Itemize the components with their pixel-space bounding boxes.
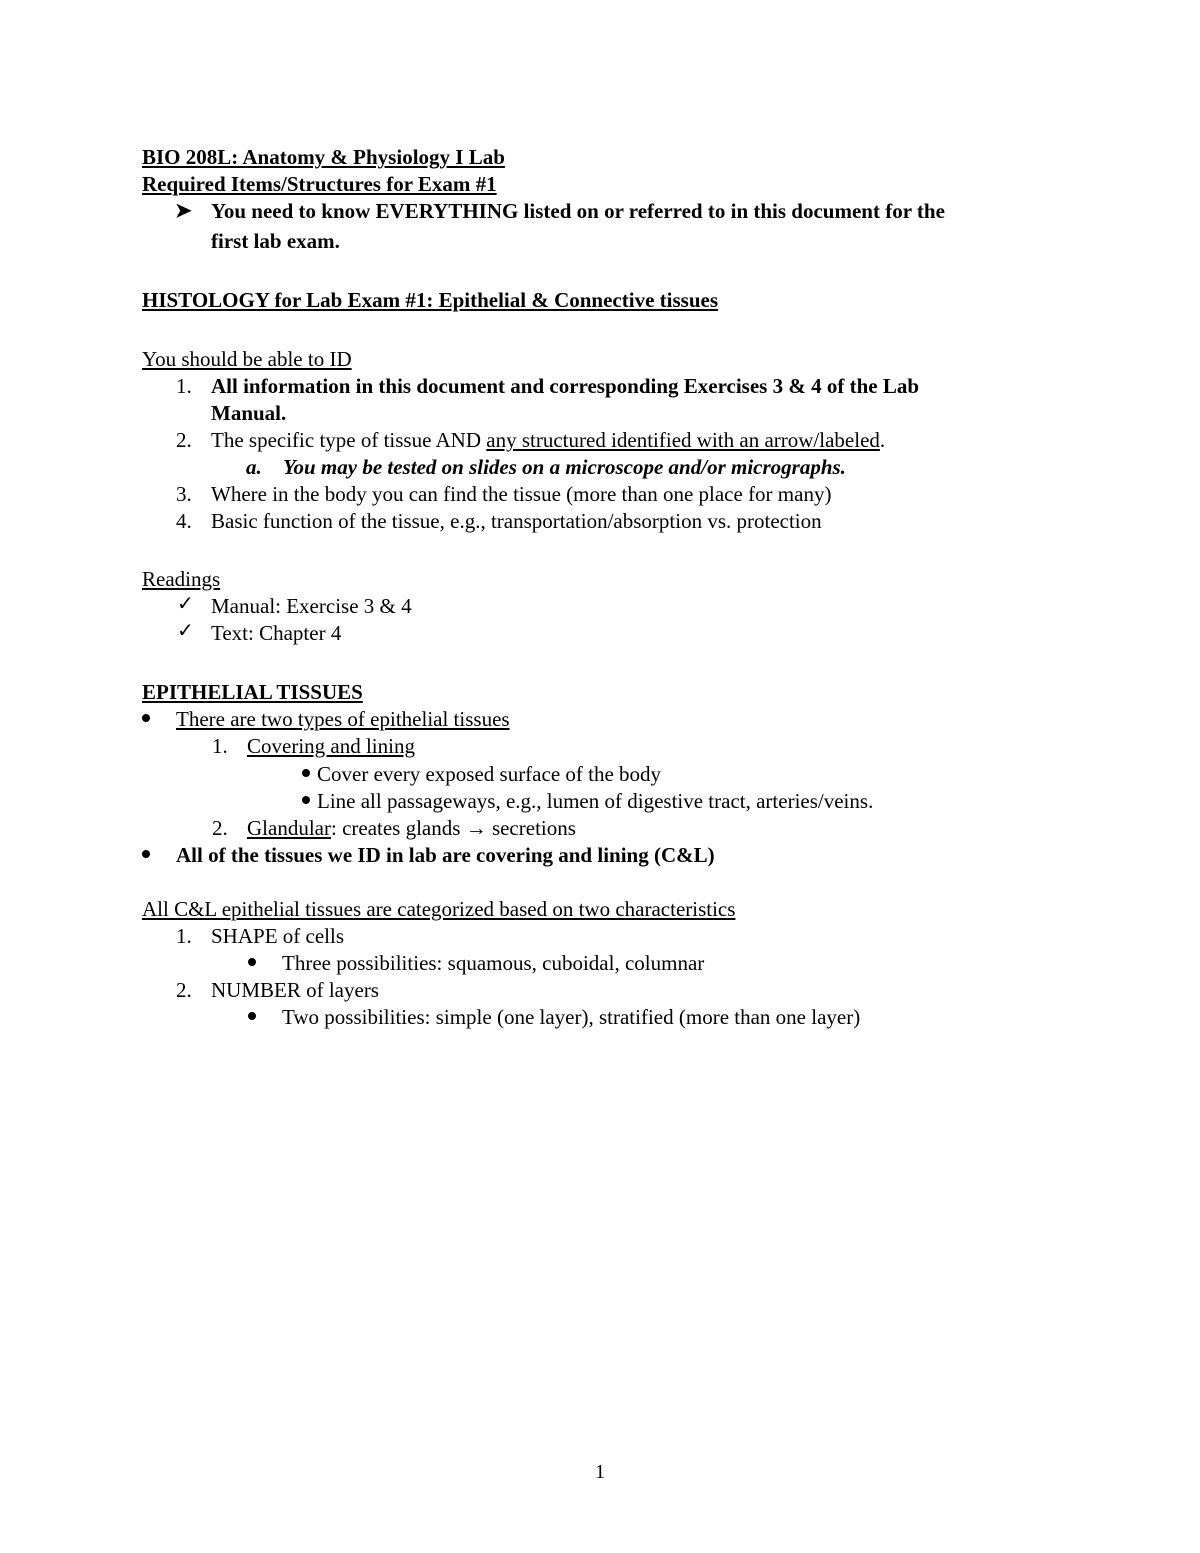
id-item-1-line-1: All information in this document and corresponding Exercises 3 & 4 of the Lab	[211, 374, 920, 398]
reading-item-1: Manual: Exercise 3 & 4	[211, 594, 412, 618]
categorized-item-2-bullet: Two possibilities: simple (one layer), stratified (more than one layer)	[282, 1005, 861, 1029]
id-item-2-text-b: .	[879, 428, 886, 452]
id-item-2-number: 2.	[176, 428, 192, 452]
arrowhead-bullet-icon: ➤	[175, 200, 192, 222]
id-item-2-text	[211, 427, 885, 453]
categorized-item-1-bullet: Three possibilities: squamous, cuboidal, columnar	[282, 951, 705, 975]
right-arrow-icon: →	[465, 816, 487, 840]
required-items-title: Required Items/Structures for Exam #1	[142, 172, 497, 196]
id-item-3-text: Where in the body you can find the tissue (more than one place for many)	[211, 482, 832, 506]
histology-title: HISTOLOGY for Lab Exam #1: Epithelial & Connective tissues	[142, 288, 718, 312]
filled-circle-bullet-icon	[142, 714, 150, 722]
id-heading: You should be able to ID	[142, 347, 352, 371]
note-line-2: first lab exam.	[211, 229, 340, 253]
glandular-desc-b: secretions	[486, 816, 576, 840]
readings-heading: Readings	[142, 567, 221, 591]
id-item-2-text-a: The specific type of tissue AND	[211, 428, 487, 452]
categorized-heading: All C&L epithelial tissues are categorized based on two characteristics	[142, 897, 736, 921]
checkmark-icon: ✓	[177, 593, 194, 615]
id-item-2a-text: You may be tested on slides on a microscope and/or micrographs.	[283, 455, 846, 479]
categorized-item-1-number: 1.	[176, 924, 192, 948]
epithelial-sub-1-text: Covering and lining	[247, 734, 415, 758]
id-item-4-number: 4.	[176, 509, 192, 533]
filled-circle-bullet-icon	[142, 850, 150, 858]
categorized-item-2-text: NUMBER of layers	[211, 978, 379, 1002]
id-item-1-number: 1.	[176, 374, 192, 398]
epithelial-heading: EPITHELIAL TISSUES	[142, 680, 363, 704]
glandular-desc-a: : creates glands	[330, 816, 466, 840]
filled-circle-bullet-icon	[302, 796, 310, 804]
note-line-1: You need to know EVERYTHING listed on or referred to in this document for the	[211, 199, 945, 223]
epithelial-sub-1-number: 1.	[212, 734, 228, 758]
filled-circle-bullet-icon	[248, 1012, 256, 1020]
epithelial-bullet-2: All of the tissues we ID in lab are covering and lining (C&L)	[176, 843, 715, 867]
glandular-term: Glandular	[247, 816, 331, 840]
filled-circle-bullet-icon	[302, 769, 310, 777]
course-title: BIO 208L: Anatomy & Physiology I Lab	[142, 145, 505, 169]
epithelial-sub-2-text	[247, 815, 576, 841]
epithelial-bullet-1: There are two types of epithelial tissues	[176, 707, 510, 731]
categorized-item-2-number: 2.	[176, 978, 192, 1002]
id-item-4-text: Basic function of the tissue, e.g., transportation/absorption vs. protection	[211, 509, 822, 533]
filled-circle-bullet-icon	[248, 958, 256, 966]
epithelial-sub-1-bullet-2: Line all passageways, e.g., lumen of digestive tract, arteries/veins.	[317, 789, 874, 813]
id-item-2-text-underlined: any structured identified with an arrow/labeled	[486, 428, 880, 452]
epithelial-sub-2-number: 2.	[212, 816, 228, 840]
checkmark-icon: ✓	[177, 620, 194, 642]
epithelial-sub-1-bullet-1: Cover every exposed surface of the body	[317, 762, 662, 786]
categorized-item-1-text: SHAPE of cells	[211, 924, 344, 948]
id-item-3-number: 3.	[176, 482, 192, 506]
id-item-1-line-2: Manual.	[211, 401, 287, 425]
id-item-2a-letter: a.	[246, 455, 262, 479]
page-number: 1	[595, 1461, 605, 1483]
reading-item-2: Text: Chapter 4	[211, 621, 342, 645]
